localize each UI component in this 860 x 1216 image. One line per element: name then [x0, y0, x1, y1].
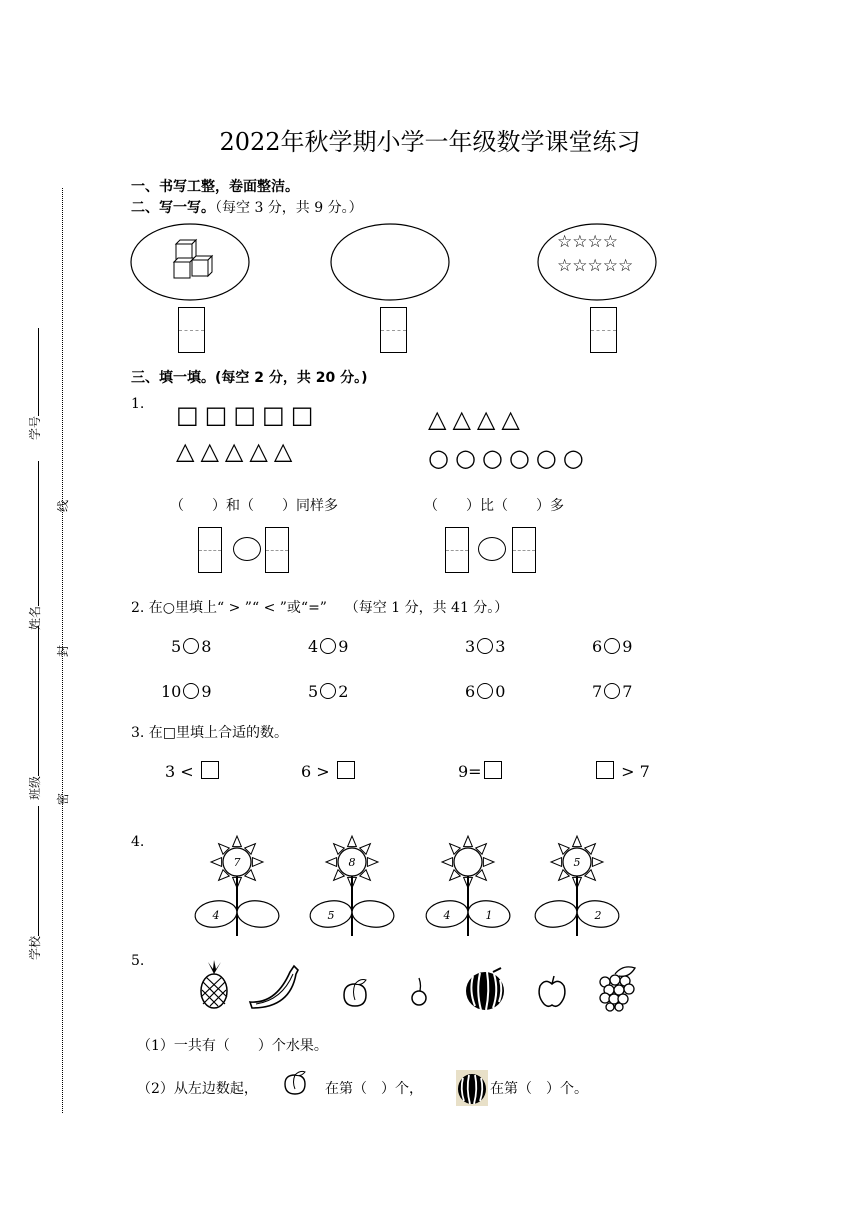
- page-title: 2022年秋学期小学一年级数学课堂练习: [219, 128, 641, 156]
- q5-line1: （1）一共有（ ）个水果。: [137, 1038, 328, 1054]
- compare-item: 3 3: [465, 637, 506, 656]
- apple-icon: [535, 974, 569, 1010]
- section1-heading: 一、书写工整，卷面整洁。: [131, 179, 299, 195]
- q1-number: 1.: [131, 396, 145, 412]
- answer-box[interactable]: [178, 307, 205, 353]
- answer-box[interactable]: [590, 307, 617, 353]
- q1-left-sentence: （ ）和（ ）同样多: [170, 498, 338, 514]
- answer-box[interactable]: [380, 307, 407, 353]
- flower-center-number: 7: [233, 856, 241, 869]
- peach-icon: [282, 1070, 308, 1096]
- compare-circle[interactable]: [183, 638, 199, 654]
- flower-left-leaf-number: 4: [212, 909, 220, 922]
- sunflower-icon: [527, 832, 627, 942]
- peach-icon: [340, 978, 370, 1008]
- pineapple-icon: [196, 960, 232, 1010]
- banana-icon: [246, 962, 308, 1010]
- flower-left-leaf-number: 4: [443, 909, 451, 922]
- compare-item: 7 7: [592, 682, 633, 701]
- q5-line2: （2）从左边数起，: [137, 1081, 258, 1097]
- grapes-icon: [595, 962, 643, 1012]
- section3-heading: 三、填一填。(每空 2 分，共 20 分。): [131, 370, 368, 386]
- fill-item: 6 >: [301, 761, 357, 781]
- q2-note: （每空 1 分，共 41 分。）: [344, 600, 509, 616]
- q1-squares-row: □□□□□: [176, 401, 320, 429]
- compare-item: 4 9: [308, 637, 349, 656]
- q1-triangles-row-right: △△△△: [428, 405, 526, 433]
- compare-circle[interactable]: [478, 537, 506, 561]
- fill-square[interactable]: [596, 761, 614, 779]
- answer-box[interactable]: [265, 527, 289, 573]
- section2-note: （每空 3 分，共 9 分。）: [215, 200, 363, 216]
- sunflower-icon: [187, 832, 287, 942]
- q4-number: 4.: [131, 834, 145, 850]
- fill-item: > 7: [594, 761, 650, 781]
- flower-right-leaf-number: 1: [485, 909, 493, 922]
- compare-circle[interactable]: [233, 537, 261, 561]
- fill-square[interactable]: [484, 761, 502, 779]
- answer-box[interactable]: [198, 527, 222, 573]
- stars-row-1: ☆☆☆☆: [557, 232, 618, 252]
- margin-label-school: 学校: [26, 806, 43, 960]
- compare-circle[interactable]: [477, 683, 493, 699]
- compare-item: 5 8: [171, 637, 212, 656]
- sunflower-icon: [418, 832, 518, 942]
- compare-circle[interactable]: [320, 638, 336, 654]
- seal-text-secret: 密: [56, 792, 70, 805]
- compare-circle[interactable]: [183, 683, 199, 699]
- answer-box[interactable]: [445, 527, 469, 573]
- q5-number: 5.: [131, 953, 145, 969]
- flower-left-leaf-number: 5: [327, 909, 335, 922]
- fill-square[interactable]: [201, 761, 219, 779]
- compare-circle[interactable]: [604, 638, 620, 654]
- answer-box[interactable]: [512, 527, 536, 573]
- compare-item: 5 2: [308, 682, 349, 701]
- flower-right-leaf-number: 2: [594, 909, 602, 922]
- q1-circles-row: ○○○○○○: [428, 444, 590, 472]
- section2-heading: 二、写一写。（每空 3 分，共 9 分。）: [131, 200, 363, 216]
- fill-item: 9=: [458, 761, 504, 781]
- margin-label-student-id: 学号: [26, 328, 43, 440]
- seal-text-line: 线: [56, 499, 70, 512]
- q1-right-sentence: （ ）比（ ）多: [424, 498, 564, 514]
- margin-label-class: 班级: [26, 626, 43, 800]
- watermelon-icon: [463, 966, 507, 1012]
- sunflower-icon: [302, 832, 402, 942]
- compare-item: 6 9: [592, 637, 633, 656]
- compare-circle[interactable]: [477, 638, 493, 654]
- margin-label-name: 姓名: [26, 461, 43, 630]
- seal-text-seal: 封: [56, 644, 70, 657]
- fill-item: 3 <: [165, 761, 221, 781]
- q5-line2-mid: 在第（ ）个，: [325, 1081, 423, 1097]
- q5-line2-end: 在第（ ）个。: [490, 1081, 588, 1097]
- cherry-icon: [408, 976, 430, 1006]
- flower-center-number: 5: [573, 856, 581, 869]
- compare-circle[interactable]: [320, 683, 336, 699]
- stars-row-2: ☆☆☆☆☆: [557, 256, 634, 276]
- compare-circle[interactable]: [604, 683, 620, 699]
- q3-prompt: 3. 在□里填上合适的数。: [131, 725, 289, 741]
- fill-square[interactable]: [337, 761, 355, 779]
- empty-ellipse: [330, 222, 450, 302]
- q1-triangles-row-left: △△△△△: [176, 437, 299, 465]
- watermelon-icon: [456, 1070, 488, 1106]
- flower-center-number: 8: [348, 856, 356, 869]
- cubes-icon: [174, 240, 212, 278]
- compare-item: 10 9: [161, 682, 212, 701]
- cubes-ellipse: [130, 222, 250, 302]
- compare-item: 6 0: [465, 682, 506, 701]
- q2-prompt: 2. 在○里填上“ > ”“ < ”或“=” （每空 1 分，共 41 分。）: [131, 600, 509, 616]
